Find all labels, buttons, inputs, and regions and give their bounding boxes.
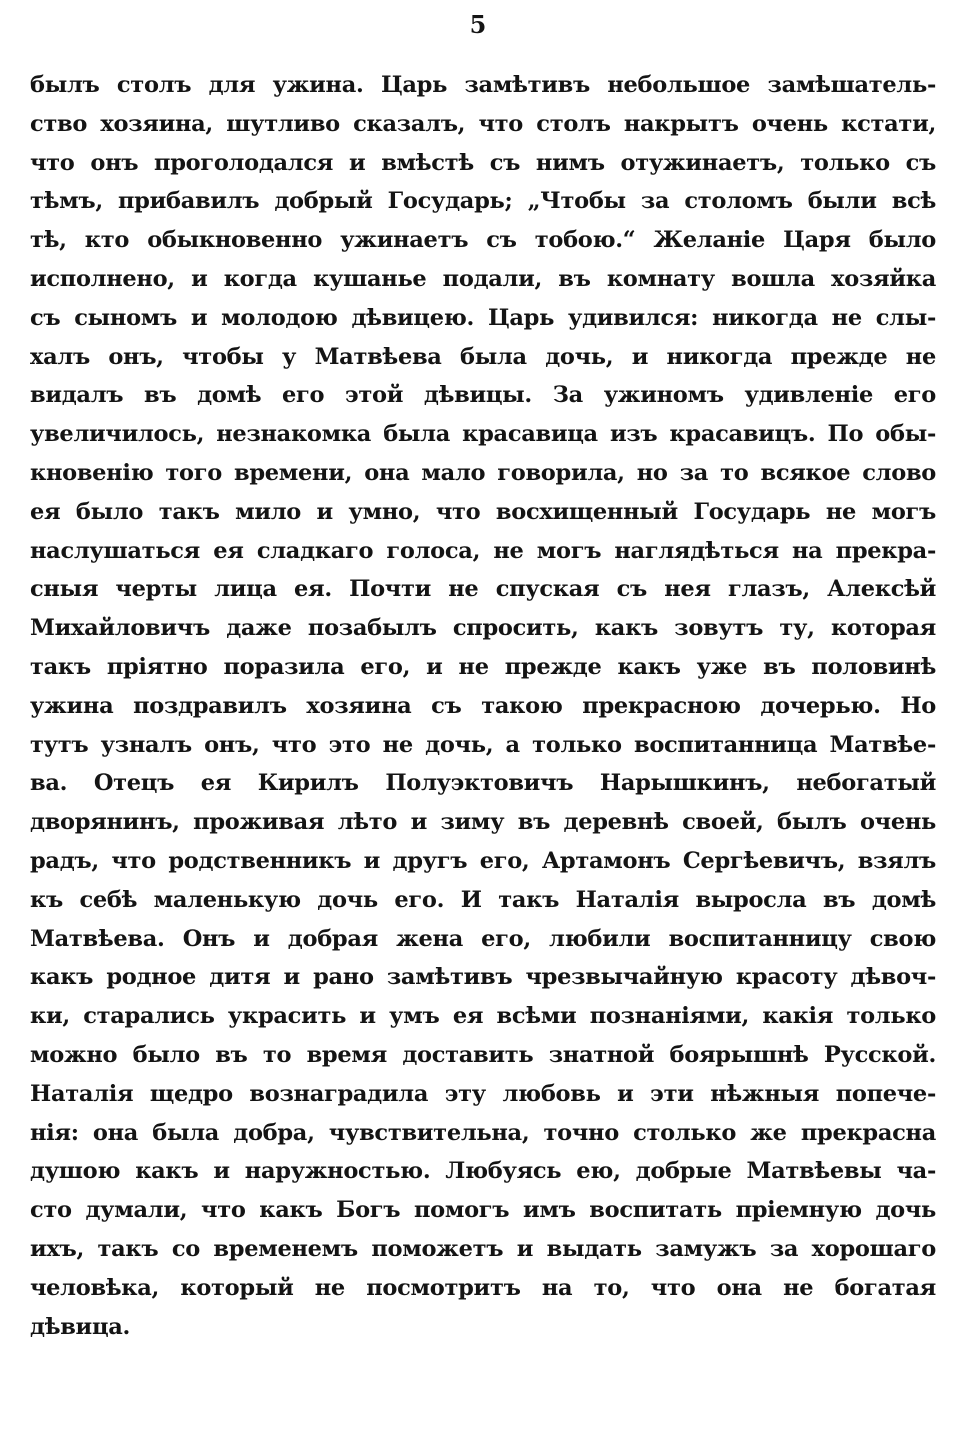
text-line: дѣвица.: [30, 1313, 131, 1340]
text-line: увеличилось, незнакомка была красавица изъ красавицъ. По обы-: [30, 421, 936, 448]
text-line: сто думали, что какъ Богъ помогъ имъ воспитать пріемную дочь: [30, 1197, 936, 1224]
text-line: какъ родное дитя и рано замѣтивъ чрезвычайную красоту дѣвоч-: [30, 964, 936, 991]
text-line: наслушаться ея сладкаго голоса, не могъ наглядѣться на прекра-: [30, 537, 936, 564]
text-line: ва. Отецъ ея Кирилъ Полуэктовичъ Нарышкинъ, небогатый: [30, 770, 936, 797]
text-line: что онъ проголодался и вмѣстѣ съ нимъ отужинаетъ, только съ: [30, 149, 936, 176]
text-line: можно было въ то время доставить знатной боярышнѣ Русской.: [30, 1041, 936, 1068]
text-line: Михайловичъ даже позабылъ спросить, какъ зовутъ ту, которая: [30, 615, 936, 642]
text-line: съ сыномъ и молодою дѣвицею. Царь удивился: никогда не слы-: [30, 304, 936, 331]
text-line: къ себѣ маленькую дочь его. И такъ Наталія выросла въ домѣ: [30, 886, 936, 913]
text-line: Матвѣева. Онъ и добрая жена его, любили воспитанницу свою: [30, 925, 936, 952]
text-line: радъ, что родственникъ и другъ его, Артамонъ Сергѣевичъ, взялъ: [30, 847, 936, 874]
text-line: душою какъ и наружностью. Любуясь ею, добрые Матвѣевы ча-: [30, 1158, 936, 1185]
text-line: дворянинъ, проживая лѣто и зиму въ деревнѣ своей, былъ очень: [30, 809, 936, 836]
text-line: такъ пріятно поразила его, и не прежде какъ уже въ половинѣ: [30, 653, 936, 680]
text-line: кновенію того времени, она мало говорила, но за то всякое слово: [30, 459, 936, 486]
text-line: тѣмъ, прибавилъ добрый Государь; „Чтобы за столомъ были всѣ: [30, 188, 936, 215]
page-number: 5: [469, 10, 487, 39]
text-line: былъ столъ для ужина. Царь замѣтивъ небольшое замѣшатель-: [30, 72, 936, 98]
text-line: человѣка, который не посмотритъ на то, что она не богатая: [30, 1274, 936, 1301]
text-line: сныя черты лица ея. Почти не спуская съ нея глазъ, Алексѣй: [30, 576, 936, 603]
text-line: Наталія щедро вознаградила эту любовь и эти нѣжныя попече-: [30, 1080, 936, 1107]
text-line: ки, старались украсить и умъ ея всѣми познаніями, какія только: [30, 1003, 936, 1030]
text-line: ужина поздравилъ хозяина съ такою прекрасною дочерью. Но: [30, 692, 936, 719]
text-line: ихъ, такъ со временемъ поможетъ и выдать замужъ за хорошаго: [30, 1235, 936, 1262]
text-line: видалъ въ домѣ его этой дѣвицы. За ужиномъ удивленіе его: [30, 382, 936, 409]
body-text: [30, 66, 936, 1346]
text-line: ство хозяина, шутливо сказалъ, что столъ накрытъ очень кстати,: [30, 110, 936, 137]
text-line: тѣ, кто обыкновенно ужинаетъ съ тобою.“ Желаніе Царя было: [30, 227, 936, 254]
text-line: ея было такъ мило и умно, что восхищенный Государь не могъ: [30, 498, 936, 525]
text-line: халъ онъ, чтобы у Матвѣева была дочь, и никогда прежде не: [30, 343, 936, 370]
text-line: исполнено, и когда кушанье подали, въ комнату вошла хозяйка: [30, 265, 936, 292]
text-line: тутъ узналъ онъ, что это не дочь, а только воспитанница Матвѣе-: [30, 731, 936, 758]
text-line: нія: она была добра, чувствительна, точно столько же прекрасна: [30, 1119, 936, 1146]
